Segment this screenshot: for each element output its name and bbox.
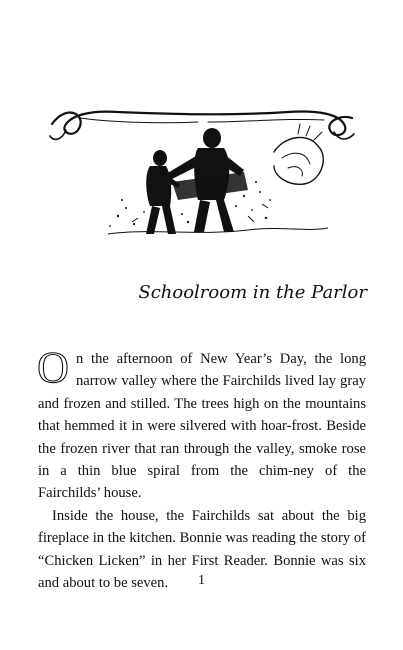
snow-shoveling-illustration xyxy=(48,96,356,246)
body-text xyxy=(38,348,366,594)
page-number: 1 xyxy=(198,573,205,588)
paragraph-1 xyxy=(38,348,366,505)
paragraph-2: Inside the house, the Fairchilds sat about the big fireplace in the kitchen. Bonnie was reading the story of “Chicken Licken” in her First Reader. Bonnie was six and about to be seven. xyxy=(38,507,366,592)
chapter-title: Schoolroom in the Parlor xyxy=(138,282,367,303)
drop-cap-text: O xyxy=(37,349,69,387)
drop-cap-letter xyxy=(36,349,70,387)
paragraph-1-text: n the afternoon of New Year’s Day, the long narrow valley where the Fairchilds lived lay gray and frozen and stilled. The trees high on the mountains that hemmed it in were silvered with hoar-frost. Beside the frozen river that ran through the valley, smoke rose in a thin blue spiral from the chim-ney of the Fairchilds’ house. xyxy=(38,351,366,502)
